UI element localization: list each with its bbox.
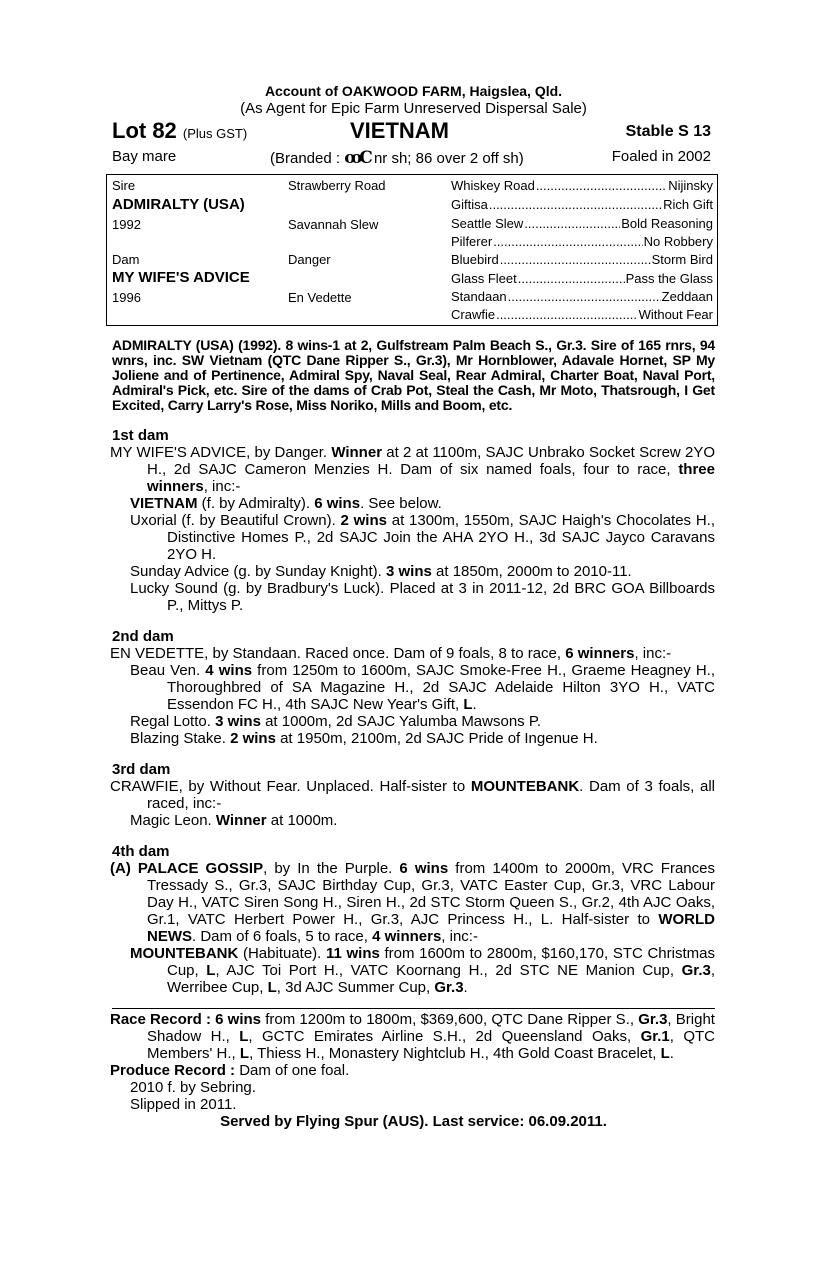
progeny-mountebank: MOUNTEBANK (Habituate). 11 wins from 1600m to 2800m, $160,170, STC Christmas Cup, L, AJC Toi Port H., VATC Koornang H., 2d STC NE Manion Cup, Gr.3, Werribee Cup, L, 3d AJC Summer Cup, Gr.3. (130, 945, 715, 996)
third-dam-heading: 3rd dam (112, 761, 171, 778)
pedigree-g3-row: Crawfie ..... Without Fear (451, 307, 713, 322)
pedigree-g3-row: Standaan ..... Zeddaan (451, 289, 713, 304)
progeny-magic-leon: Magic Leon. Winner at 1000m. (130, 812, 338, 829)
lot-row (112, 118, 715, 146)
granddam-dam-side: En Vedette (288, 290, 352, 305)
dam-label: Dam (112, 252, 140, 267)
produce-line: Slipped in 2011. (130, 1096, 237, 1113)
sire-name: ADMIRALTY (USA) (112, 196, 245, 213)
agent-note: (As Agent for Epic Farm Unreserved Dispersal Sale) (240, 100, 587, 117)
damsire: Danger (288, 252, 331, 267)
progeny-uxorial: Uxorial (f. by Beautiful Crown). 2 wins at 1300m, 1550m, SAJC Haigh's Chocolates H., Distinctive Homes P., 2d SAJC Join the AHA 2YO H., 3d SAJC Jayco Caravans 2YO H. (130, 512, 715, 563)
sire-year: 1992 (112, 217, 141, 232)
sex-colour: Bay mare (112, 148, 177, 165)
divider (112, 1008, 715, 1009)
produce-record: Produce Record : Dam of one foal. (110, 1062, 350, 1079)
brand-mark-icon: ꝏC (344, 148, 370, 168)
pedigree-g3-row: Pilferer ..... No Robbery (451, 234, 713, 249)
fourth-dam-heading: 4th dam (112, 843, 170, 860)
pedigree-g3-row: Whiskey Road ..... Nijinsky (451, 178, 713, 193)
horse-name: VIETNAM (350, 118, 449, 143)
plus-gst: (Plus GST) (182, 126, 248, 141)
third-dam-para: CRAWFIE, by Without Fear. Unplaced. Half-sister to MOUNTEBANK. Dam of 3 foals, all raced, inc:- (110, 778, 715, 812)
progeny-vietnam: VIETNAM (f. by Admiralty). 6 wins. See below. (130, 495, 442, 512)
pedigree-g3-row: Glass Fleet ..... Pass the Glass (451, 271, 713, 286)
progeny-regal-lotto: Regal Lotto. 3 wins at 1000m, 2d SAJC Yalumba Mawsons P. (130, 713, 542, 730)
pedigree-g3-row: Giftisa ..... Rich Gift (451, 197, 713, 212)
progeny-blazing-stake: Blazing Stake. 2 wins at 1950m, 2100m, 2d SAJC Pride of Ingenue H. (130, 730, 598, 747)
dam-name: MY WIFE'S ADVICE (112, 269, 250, 286)
progeny-sunday-advice: Sunday Advice (g. by Sunday Knight). 3 wins at 1850m, 2000m to 2010-11. (130, 563, 632, 580)
dam-year: 1996 (112, 290, 141, 305)
sire-summary: ADMIRALTY (USA) (1992). 8 wins-1 at 2, Gulfstream Palm Beach S., Gr.3. Sire of 165 rnrs, 94 wnrs, inc. SW Vietnam (QTC Dane Ripper S., Gr.3), Mr Hornblower, Adavale Hornet, SP My Joliene and of Pertinence, Admiral Spy, Naval Seal, Rear Admiral, Charter Boat, Naval Port, Admiral's Pick, etc. Sire of the dams of Crab Pot, Steal the Cash, Mr Moto, Thatsrough, I Get Excited, Carry Larry's Rose, Miss Noriko, Mills and Boom, etc. (112, 337, 715, 413)
lot-number: Lot 82 (Plus GST) (112, 118, 248, 143)
first-dam-para: MY WIFE'S ADVICE, by Danger. Winner at 2 at 1100m, SAJC Unbrako Socket Screw 2YO H., 2d SAJC Cameron Menzies H. Dam of six named foals, four to race, three winners, inc:- (110, 444, 715, 495)
progeny-lucky-sound: Lucky Sound (g. by Bradbury's Luck). Placed at 3 in 2011-12, 2d BRC GOA Billboards P., Mittys P. (130, 580, 715, 614)
second-dam-heading: 2nd dam (112, 628, 174, 645)
pedigree-g3-row: Seattle Slew ..... Bold Reasoning (451, 216, 713, 231)
fourth-dam-para: (A) PALACE GOSSIP, by In the Purple. 6 wins from 1400m to 2000m, VRC Frances Tressady S., Gr.3, SAJC Birthday Cup, Gr.3, VATC Easter Cup, Gr.3, VRC Labour Day H., VATC Siren Song H., Siren H., 2d STC Storm Queen S., Gr.2, 4th AJC Oaks, Gr.1, VATC Herbert Power H., Gr.3, AJC Princess H., L. Half-sister to WORLD NEWS. Dam of 6 foals, 5 to race, 4 winners, inc:- (110, 860, 715, 945)
brand: (Branded : ꝏC nr sh; 86 over 2 off sh) (270, 148, 524, 168)
granddam-sire-side: Savannah Slew (288, 217, 379, 232)
second-dam-para: EN VEDETTE, by Standaan. Raced once. Dam of 9 foals, 8 to race, 6 winners, inc:- (110, 645, 672, 662)
details-row (112, 146, 715, 172)
produce-line: 2010 f. by Sebring. (130, 1079, 256, 1096)
progeny-beau-ven: Beau Ven. 4 wins from 1250m to 1600m, SAJC Smoke-Free H., Graeme Heagney H., Thoroughbred of SA Magazine H., 2d SAJC Adelaide Hilton 3YO H., VATC Essendon FC H., 4th SAJC New Year's Gift, L. (130, 662, 715, 713)
stable: Stable S 13 (625, 123, 711, 140)
grandsire: Strawberry Road (288, 178, 386, 193)
sire-label: Sire (112, 178, 136, 193)
catalogue-page (112, 82, 715, 1130)
race-record: Race Record : 6 wins from 1200m to 1800m, $369,600, QTC Dane Ripper S., Gr.3, Bright Shadow H., L, GCTC Emirates Airline S.H., 2d Queensland Oaks, Gr.1, QTC Members' H., L, Thiess H., Monastery Nightclub H., 4th Gold Coast Bracelet, L. (110, 1011, 716, 1062)
served-by: Served by Flying Spur (AUS). Last service: 06.09.2011. (220, 1113, 607, 1130)
foaled: Foaled in 2002 (611, 148, 711, 165)
pedigree-table (106, 174, 718, 326)
first-dam-heading: 1st dam (112, 427, 169, 444)
consignor: Account of OAKWOOD FARM, Haigslea, Qld. (264, 83, 563, 99)
pedigree-g3-row: Bluebird ..... Storm Bird (451, 252, 713, 267)
